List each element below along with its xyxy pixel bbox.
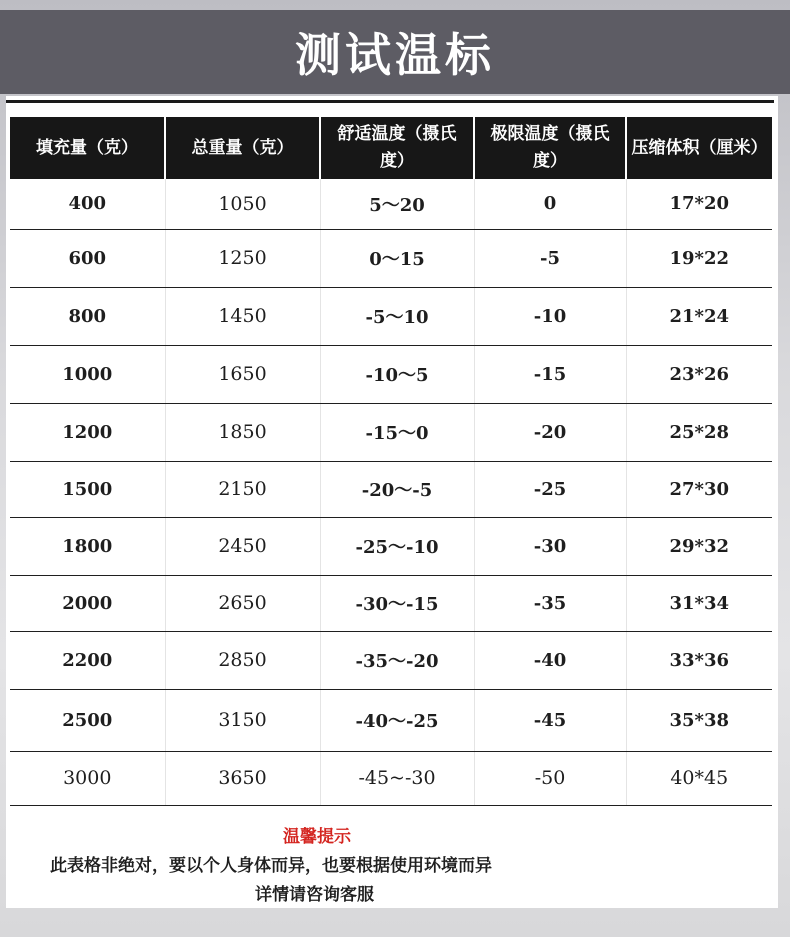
limit-temp-cell: -50	[474, 751, 626, 805]
comfort-temp-cell: -10～5	[320, 345, 474, 403]
total-weight-cell: 2850	[165, 631, 320, 689]
total-weight-cell: 1250	[165, 229, 320, 287]
header-total-weight: 总重量（克）	[165, 117, 320, 179]
packed-size-cell: 23*26	[626, 345, 772, 403]
tips-title: 温馨提示	[283, 827, 351, 847]
packed-size-cell: 35*38	[626, 689, 772, 751]
packed-size-cell: 31*34	[626, 575, 772, 631]
header-fill-weight: 填充量（克）	[10, 117, 165, 179]
packed-size-cell: 25*28	[626, 403, 772, 461]
fill-weight-cell: 800	[10, 287, 165, 345]
table-header-row	[10, 117, 772, 179]
fill-weight-cell: 600	[10, 229, 165, 287]
table-row	[10, 689, 772, 751]
comfort-temp-cell: -25～-10	[320, 517, 474, 575]
limit-temp-cell: -25	[474, 461, 626, 517]
table-row	[10, 631, 772, 689]
table-row	[10, 345, 772, 403]
total-weight-cell: 2650	[165, 575, 320, 631]
fill-weight-cell: 2200	[10, 631, 165, 689]
tips-line-1: 此表格非绝对，要以个人身体而异，也要根据使用环境而异	[50, 856, 492, 876]
fill-weight-cell: 1500	[10, 461, 165, 517]
limit-temp-cell: -35	[474, 575, 626, 631]
total-weight-cell: 1050	[165, 179, 320, 229]
fill-weight-cell: 2000	[10, 575, 165, 631]
table-row	[10, 229, 772, 287]
total-weight-cell: 3150	[165, 689, 320, 751]
card-top-rule	[6, 100, 774, 103]
table-row	[10, 287, 772, 345]
fill-weight-cell: 400	[10, 179, 165, 229]
table-row	[10, 179, 772, 229]
header-comfort-temp: 舒适温度（摄氏度）	[320, 117, 474, 179]
title-banner	[0, 10, 790, 94]
header-limit-temp: 极限温度（摄氏度）	[474, 117, 626, 179]
comfort-temp-cell: -30～-15	[320, 575, 474, 631]
total-weight-cell: 1650	[165, 345, 320, 403]
table-row	[10, 461, 772, 517]
packed-size-cell: 33*36	[626, 631, 772, 689]
limit-temp-cell: -15	[474, 345, 626, 403]
total-weight-cell: 3650	[165, 751, 320, 805]
tips-line-2: 详情请咨询客服	[255, 885, 374, 905]
temperature-spec-table	[10, 117, 772, 806]
limit-temp-cell: -10	[474, 287, 626, 345]
total-weight-cell: 2150	[165, 461, 320, 517]
packed-size-cell: 19*22	[626, 229, 772, 287]
total-weight-cell: 1450	[165, 287, 320, 345]
packed-size-cell: 21*24	[626, 287, 772, 345]
fill-weight-cell: 2500	[10, 689, 165, 751]
limit-temp-cell: -5	[474, 229, 626, 287]
packed-size-cell: 40*45	[626, 751, 772, 805]
comfort-temp-cell: -45~-30	[320, 751, 474, 805]
table-row	[10, 751, 772, 805]
table-row	[10, 575, 772, 631]
packed-size-cell: 27*30	[626, 461, 772, 517]
limit-temp-cell: -40	[474, 631, 626, 689]
comfort-temp-cell: -20～-5	[320, 461, 474, 517]
total-weight-cell: 2450	[165, 517, 320, 575]
table-row	[10, 517, 772, 575]
fill-weight-cell: 1200	[10, 403, 165, 461]
comfort-temp-cell: -15～0	[320, 403, 474, 461]
comfort-temp-cell: -35～-20	[320, 631, 474, 689]
fill-weight-cell: 1800	[10, 517, 165, 575]
comfort-temp-cell: -40～-25	[320, 689, 474, 751]
fill-weight-cell: 3000	[10, 751, 165, 805]
limit-temp-cell: 0	[474, 179, 626, 229]
limit-temp-cell: -45	[474, 689, 626, 751]
limit-temp-cell: -30	[474, 517, 626, 575]
fill-weight-cell: 1000	[10, 345, 165, 403]
comfort-temp-cell: 0～15	[320, 229, 474, 287]
limit-temp-cell: -20	[474, 403, 626, 461]
header-packed-size: 压缩体积（厘米）	[626, 117, 772, 179]
page-title: 测试温标	[295, 28, 495, 82]
comfort-temp-cell: 5～20	[320, 179, 474, 229]
total-weight-cell: 1850	[165, 403, 320, 461]
packed-size-cell: 17*20	[626, 179, 772, 229]
packed-size-cell: 29*32	[626, 517, 772, 575]
comfort-temp-cell: -5～10	[320, 287, 474, 345]
table-row	[10, 403, 772, 461]
